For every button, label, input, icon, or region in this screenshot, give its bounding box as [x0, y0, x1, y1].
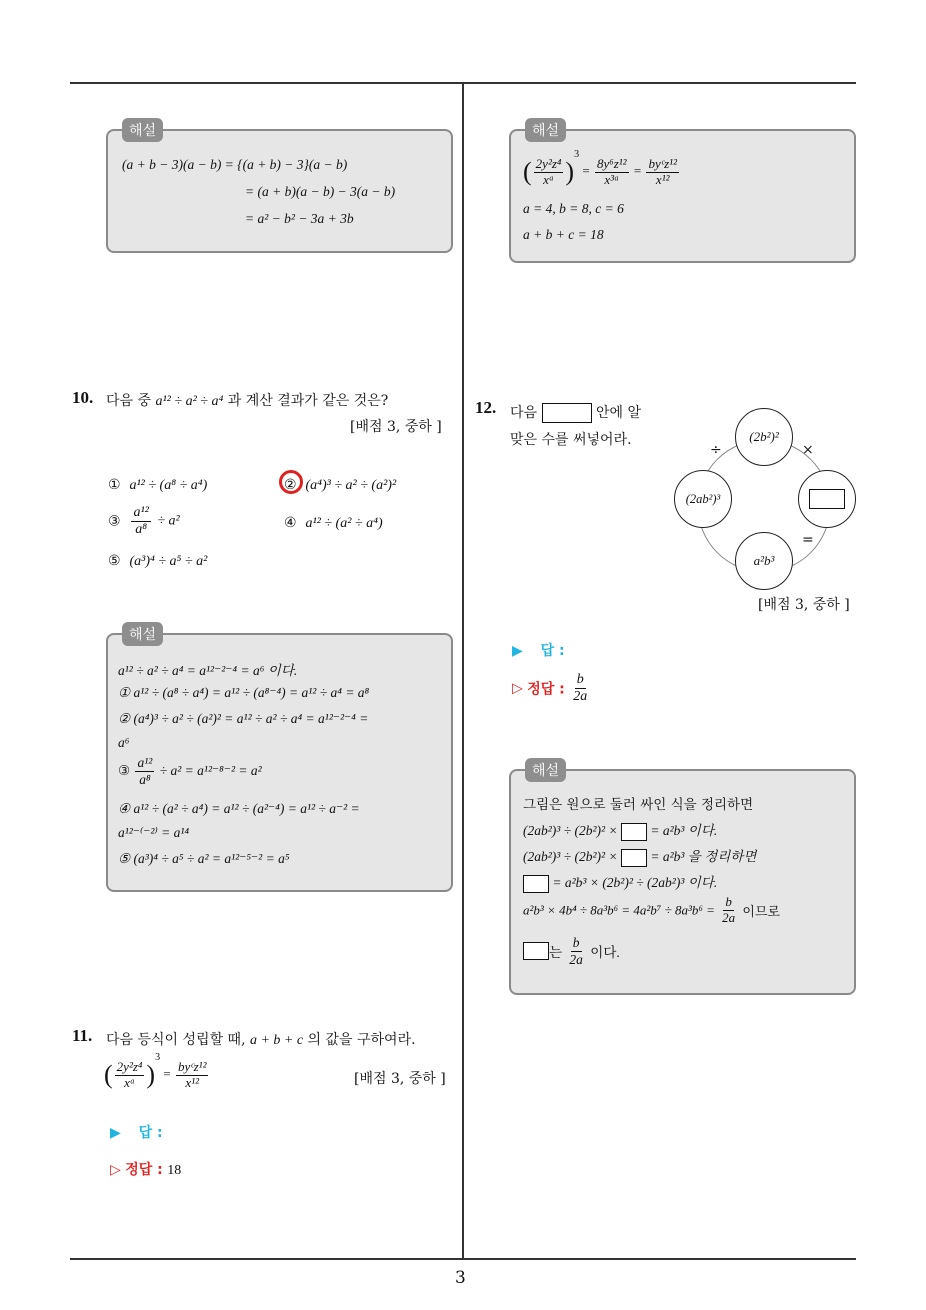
q11-equation: ( $\frac{\text{2y²z⁴}}{\text{xᵃ}}$ )$^3$ = $\frac{\text{byᶜz¹²}}{\text{x¹²}}$ — [104, 1052, 207, 1090]
solution-box-q12 — [509, 763, 856, 995]
question-meta: [배점 3, 중하 ] — [350, 419, 442, 435]
answer-arrow-icon: ▶ — [110, 1125, 121, 1141]
option-2[interactable] — [284, 477, 396, 494]
solution-line-3 — [523, 845, 756, 867]
solution-tag: 해설 — [122, 622, 163, 646]
solution-equation: ( $\frac{\text{2y²z⁴}}{\text{xᵃ}}$ )$^3$ = $\frac{\text{8y⁶z¹²}}{\text{x³ᵃ}}$ = $\frac{\text{byᶜz¹²}}{\text{x¹²}}$ — [523, 149, 677, 187]
op-equals: = — [802, 532, 814, 548]
eq-lhs-pow: 3 — [574, 149, 580, 160]
l6-den: 2a — [569, 951, 583, 967]
solution-tag: 해설 — [525, 118, 566, 142]
q11-pow: 3 — [155, 1052, 161, 1063]
option-mark: ④ — [284, 515, 297, 531]
question-text — [106, 390, 388, 410]
eq-rhs-den: x¹² — [655, 171, 670, 187]
q12-text-a: 다음 — [510, 405, 538, 421]
question-text — [106, 1029, 416, 1049]
solution-line-8: ⑤ (a³)⁴ ÷ a⁵ ÷ a² = a¹²⁻⁵⁻² = a⁵ — [118, 851, 290, 866]
correct-den: 2a — [573, 689, 588, 705]
option-mark: ① — [108, 477, 121, 493]
q10-text-post: 과 계산 결과가 같은 것은? — [223, 393, 389, 409]
l4b: = a²b³ × (2b²)² ÷ (2ab²)³ 이다. — [552, 875, 718, 890]
solution-tag: 해설 — [525, 758, 566, 782]
option-expr: a¹² ÷ (a² ÷ a⁴) — [305, 516, 383, 531]
answer-label: 답 : — [138, 1125, 163, 1141]
solution-box-q11 — [509, 123, 856, 263]
answer-label: 답 : — [540, 643, 565, 659]
correct-arrow-icon: ▷ — [512, 680, 523, 697]
correct-num: b — [575, 672, 586, 689]
correct-arrow-icon: ▷ — [110, 1162, 121, 1178]
correct-answer-row — [512, 672, 591, 705]
eq-rhs-num: byᶜz¹² — [648, 155, 677, 171]
solution-line-2: ① a¹² ÷ (a⁸ ÷ a⁴) = a¹² ÷ (a⁸⁻⁴) = a¹² ÷ a⁴ = a⁸ — [118, 685, 370, 700]
answer-row — [110, 1122, 163, 1142]
l6b: 이다. — [590, 945, 620, 961]
solution-line-3: ② (a⁴)³ ÷ a² ÷ (a²)² = a¹² ÷ a² ÷ a⁴ = a¹²⁻²⁻⁴ = — [118, 711, 369, 726]
option-expr: (a⁴)³ ÷ a² ÷ (a²)² — [305, 478, 397, 493]
solution-line-2: a = 4, b = 8, c = 6 — [523, 201, 624, 216]
blank-box — [621, 849, 647, 867]
answer-arrow-icon: ▶ — [512, 643, 523, 659]
solution-line-1: (a + b − 3)(a − b) = {(a + b) − 3}(a − b) — [122, 157, 348, 172]
option-num: a¹² — [131, 505, 150, 522]
l5b: 이므로 — [742, 903, 781, 919]
option-mark: ③ — [108, 513, 121, 530]
solution-box-q9 — [106, 123, 453, 253]
circle-right — [798, 470, 856, 528]
option-expr: (a³)⁴ ÷ a⁵ ÷ a² — [129, 554, 208, 569]
question-meta: [배점 3, 중하 ] — [354, 1071, 446, 1087]
l5-den: 2a — [722, 909, 736, 925]
q10-text-pre: 다음 중 — [106, 393, 156, 409]
blank-box — [523, 942, 549, 960]
column-divider — [462, 82, 464, 1259]
l2b: = a²b³ 이다. — [650, 823, 718, 838]
question-text-line2: 맞은 수를 써넣어라. — [510, 432, 632, 448]
question-number: 12. — [475, 398, 497, 417]
q11-lhs-den: xᵃ — [124, 1074, 136, 1090]
circle-right-blank — [809, 489, 845, 509]
l2a: (2ab²)³ ÷ (2b²)² × — [523, 823, 618, 838]
q12-text-b: 안에 알 — [595, 405, 641, 421]
correct-answer-row — [110, 1159, 181, 1179]
eq-mid-num: 8y⁶z¹² — [596, 155, 627, 171]
solution-line-3: = a² − b² − 3a + 3b — [245, 211, 354, 226]
q10-expr: a¹² ÷ a² ÷ a⁴ — [155, 394, 224, 409]
question-text-line1 — [510, 402, 641, 423]
eq-mid-den: x³ᵃ — [604, 171, 620, 187]
solution-line-1: 그림은 원으로 둘러 싸인 식을 정리하면 — [523, 797, 754, 813]
solution-line-6: ④ a¹² ÷ (a² ÷ a⁴) = a¹² ÷ (a²⁻⁴) = a¹² ÷ a⁻² = — [118, 801, 360, 816]
l5-tail: ÷ a² = a¹²⁻⁸⁻² = a² — [159, 763, 262, 779]
l3a: (2ab²)³ ÷ (2b²)² × — [523, 849, 618, 864]
q11-lhs-num: 2y²z⁴ — [116, 1058, 143, 1074]
l6a: 는 — [549, 945, 563, 961]
question-number: 11. — [72, 1026, 93, 1045]
circle-top — [735, 408, 793, 466]
l6-num: b — [572, 935, 580, 950]
blank-box — [523, 875, 549, 893]
solution-line-7: a¹²⁻⁽⁻²⁾ = a¹⁴ — [118, 825, 190, 840]
circle-top-label: (2b²)² — [749, 429, 779, 444]
correct-value: 18 — [167, 1163, 182, 1178]
page-number: 3 — [455, 1268, 466, 1288]
solution-line-4 — [523, 871, 717, 893]
q11-rhs-num: byᶜz¹² — [177, 1058, 207, 1074]
option-1[interactable] — [108, 477, 207, 494]
option-5[interactable] — [108, 553, 207, 570]
eq-lhs-den: xᵃ — [543, 171, 555, 187]
option-mark: ② — [284, 477, 297, 493]
eq-lhs-num: 2y²z⁴ — [535, 155, 562, 171]
solution-line-1: a¹² ÷ a² ÷ a⁴ = a¹²⁻²⁻⁴ = a⁶ 이다. — [118, 663, 298, 678]
q11-text-pre: 다음 등식이 성립할 때, — [106, 1032, 250, 1048]
option-den: a⁸ — [135, 522, 148, 538]
q11-rhs-den: x¹² — [185, 1074, 199, 1090]
circle-left-label: (2ab²)³ — [685, 491, 721, 506]
blank-box — [542, 403, 592, 423]
option-mark: ⑤ — [108, 553, 121, 569]
l5-num: a¹² — [137, 755, 153, 770]
question-meta: [배점 3, 중하 ] — [758, 597, 850, 613]
solution-line-2: = (a + b)(a − b) − 3(a − b) — [245, 184, 396, 199]
answer-row — [512, 640, 565, 660]
solution-line-6 — [523, 935, 620, 967]
question-number: 10. — [72, 388, 94, 407]
op-divide: ÷ — [710, 442, 722, 458]
blank-box — [621, 823, 647, 841]
circle-left — [674, 470, 732, 528]
l5-mark: ③ — [118, 763, 131, 779]
solution-line-3: a + b + c = 18 — [523, 227, 604, 242]
l3b: = a²b³ 을 정리하면 — [650, 849, 757, 864]
l5-num: b — [725, 894, 732, 909]
footer-rule — [70, 1258, 856, 1260]
option-3[interactable] — [108, 505, 180, 538]
circle-bottom — [735, 532, 793, 590]
l5a: a²b³ × 4b⁴ ÷ 8a³b⁶ = 4a²b⁷ ÷ 8a³b⁶ = — [523, 902, 715, 918]
solution-line-5 — [118, 755, 262, 787]
solution-box-q10 — [106, 627, 453, 892]
q11-text-post: 의 값을 구하여라. — [303, 1032, 416, 1048]
l5-den: a⁸ — [139, 771, 151, 787]
solution-line-4: a⁶ — [118, 735, 130, 750]
q11-expr: a + b + c — [249, 1033, 304, 1048]
option-4[interactable] — [284, 515, 383, 532]
circle-bottom-label: a²b³ — [753, 553, 775, 568]
cycle-diagram — [672, 406, 856, 590]
solution-line-2 — [523, 819, 717, 841]
solution-line-5 — [523, 895, 780, 926]
option-tail: ÷ a² — [157, 513, 180, 529]
op-multiply: × — [802, 442, 814, 458]
correct-label: 정답 : — [125, 1162, 163, 1178]
option-expr: a¹² ÷ (a⁸ ÷ a⁴) — [129, 478, 208, 493]
solution-tag: 해설 — [122, 118, 163, 142]
correct-label: 정답 : — [527, 681, 565, 698]
